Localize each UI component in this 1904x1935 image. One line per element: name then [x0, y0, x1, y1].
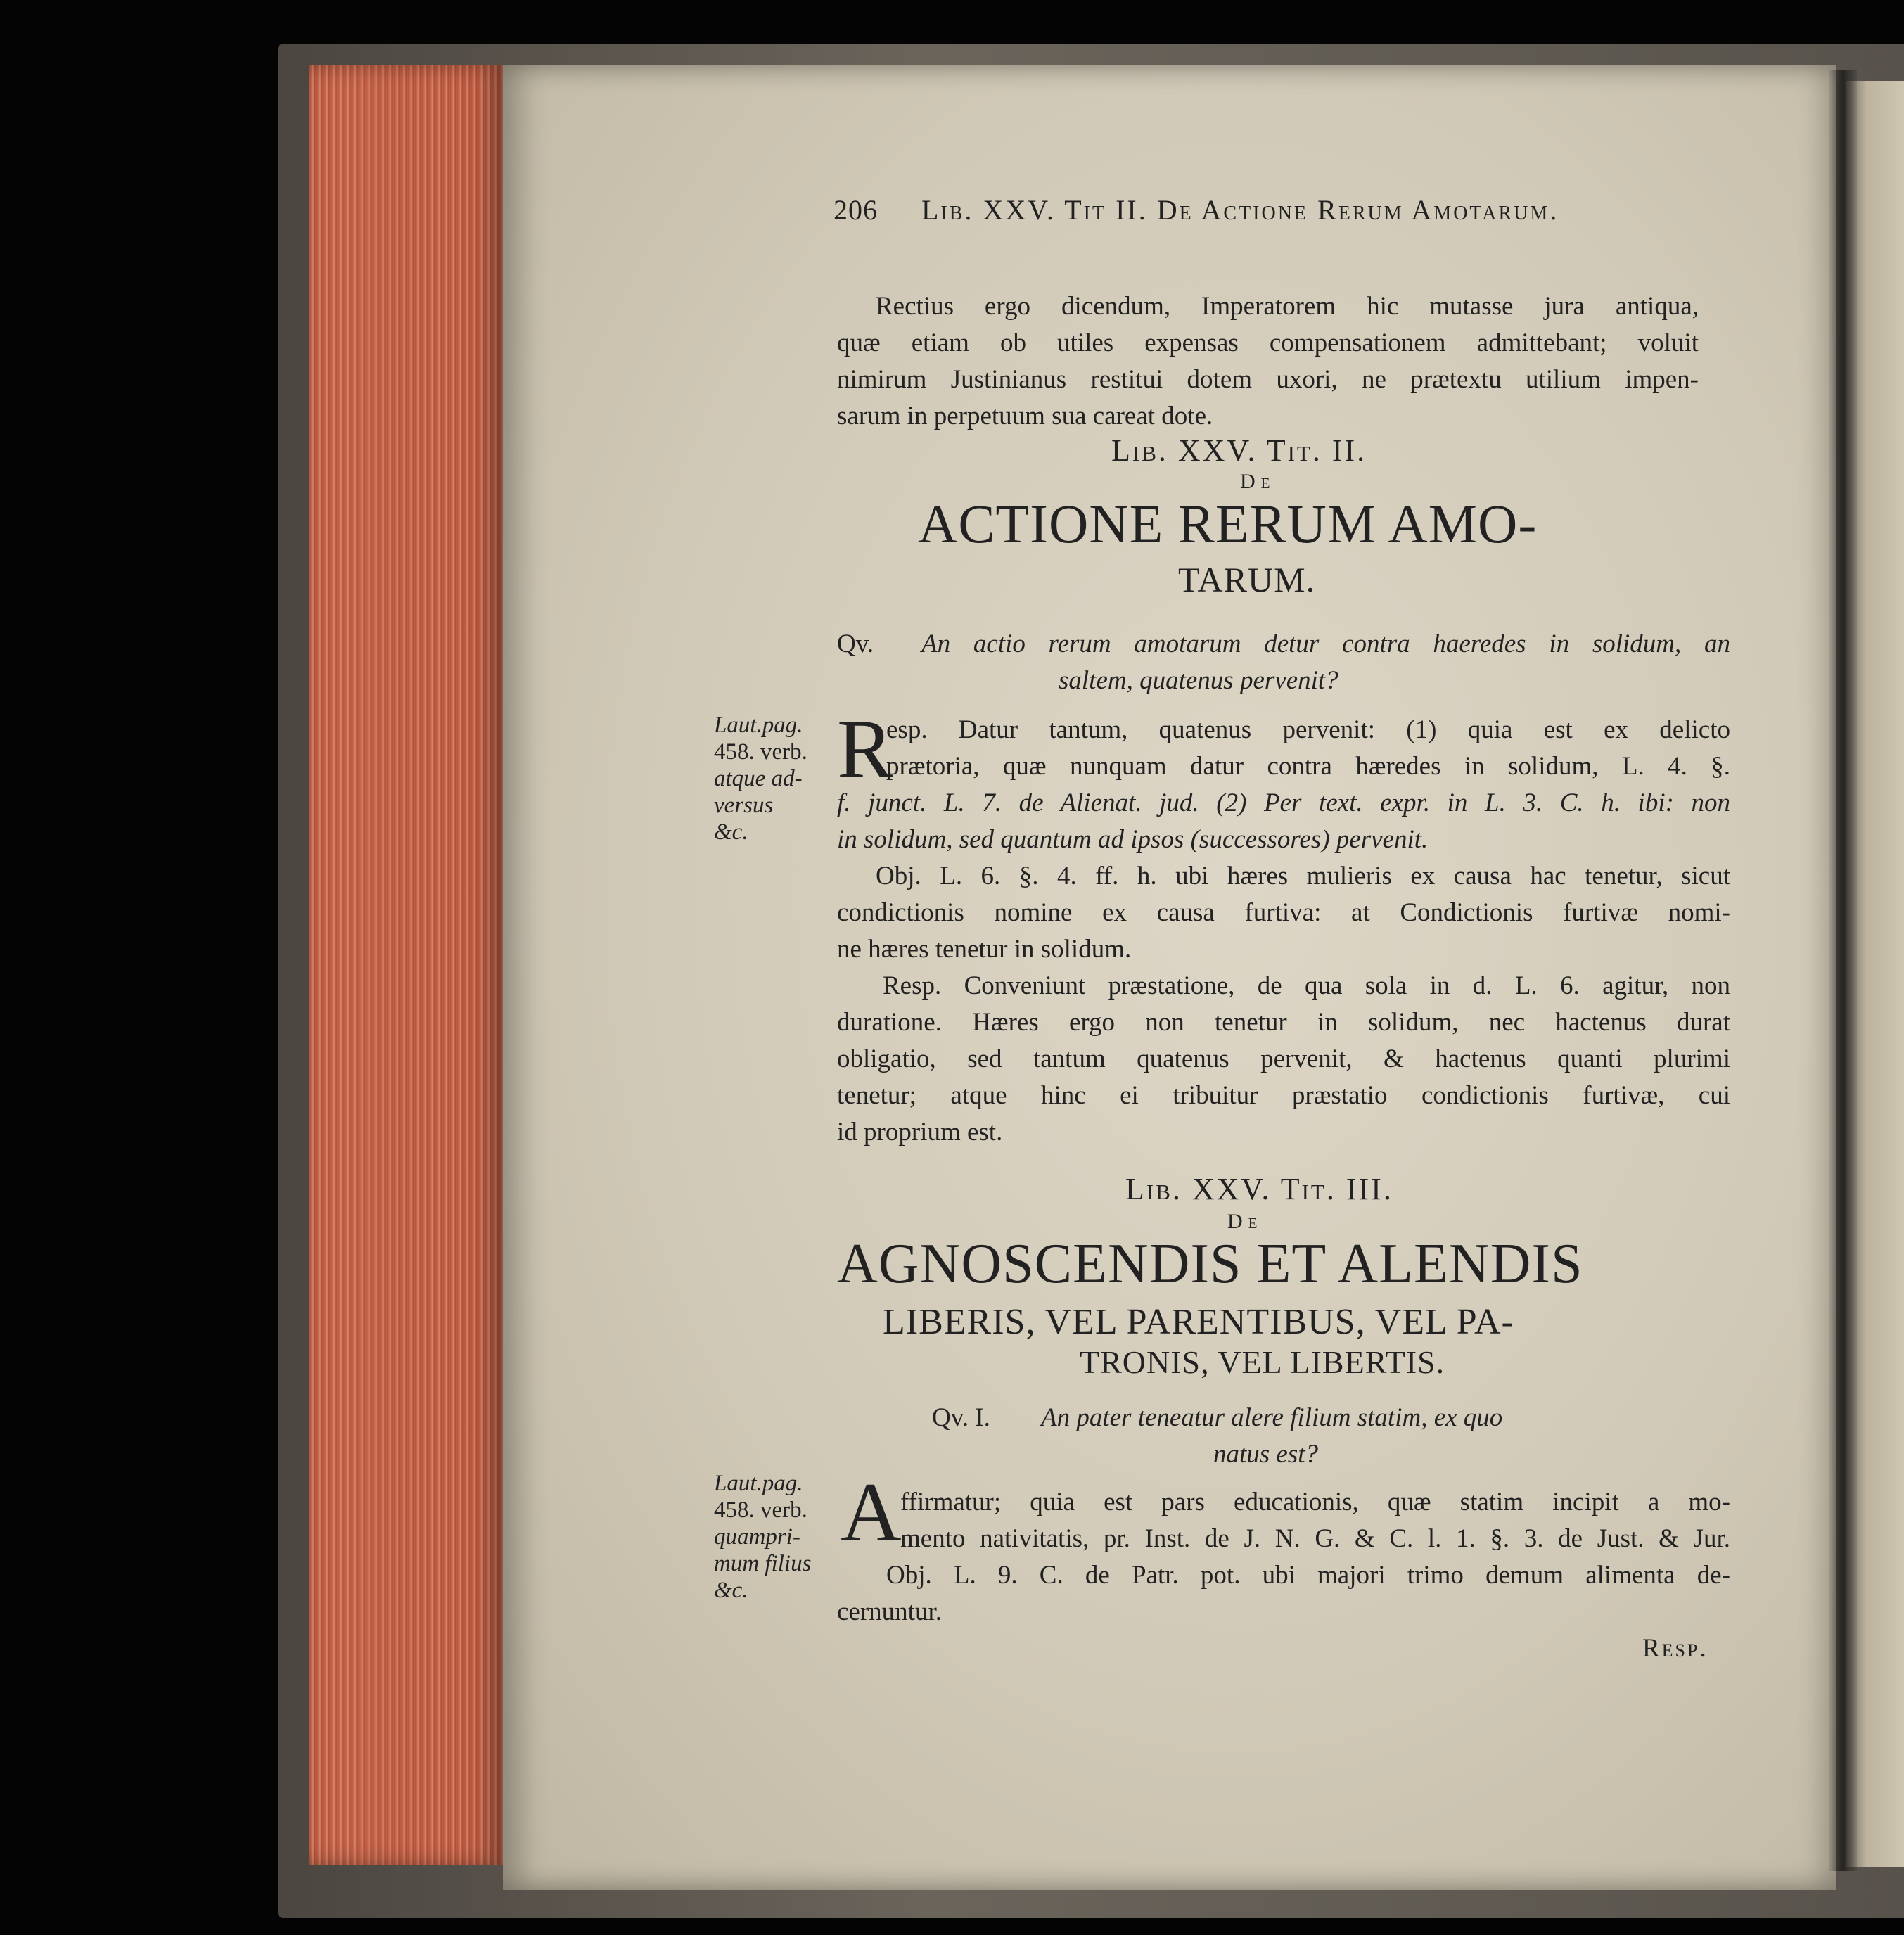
section1-heading: Lib. XXV. Tit. II. — [1111, 433, 1367, 468]
section1-resp-line2: prætoria, quæ nunquam datur contra hæredes in solidum, L. 4. §. — [886, 752, 1730, 781]
page-edges — [309, 65, 503, 1865]
section1-resp2-line4: tenetur; atque hinc ei tribuitur præstatio condictionis furtivæ, cui — [837, 1081, 1730, 1110]
section1-margin-note-5: &c. — [714, 819, 748, 845]
running-title: Lib. XXV. Tit II. De Actione Rerum Amotarum. — [921, 194, 1559, 226]
section1-obj-line3: ne hæres tenetur in solidum. — [837, 935, 1132, 964]
section2-question-line2: natus est? — [1213, 1440, 1319, 1469]
section1-obj-line2: condictionis nomine ex causa furtiva: at Condictionis furtivæ nomi- — [837, 898, 1730, 927]
intro-line-2: quæ etiam ob utiles expensas compensationem admittebant; voluit — [837, 328, 1699, 357]
intro-line-3: nimirum Justinianus restitui dotem uxori, ne prætextu utilium impen- — [837, 365, 1699, 394]
section1-margin-note-2: 458. verb. — [714, 739, 807, 765]
section1-question-line1: An actio rerum amotarum detur contra haeredes in solidum, an — [921, 630, 1730, 658]
section2-margin-note-5: &c. — [714, 1578, 748, 1603]
section2-title-line1: AGNOSCENDIS ET ALENDIS — [837, 1233, 1583, 1295]
catchword: Resp. — [1642, 1634, 1708, 1663]
section1-resp-line3: f. junct. L. 7. de Alienat. jud. (2) Per text. expr. in L. 3. C. h. ibi: non — [837, 788, 1730, 817]
section1-resp-line4: in solidum, sed quantum ad ipsos (successores) pervenit. — [837, 825, 1429, 854]
section2-resp-line1: ffirmatur; quia est pars educationis, quæ statim incipit a mo- — [900, 1488, 1730, 1516]
section1-margin-note-4: versus — [714, 793, 774, 818]
section1-resp-line1: esp. Datur tantum, quatenus pervenit: (1) quia est ex delicto — [886, 715, 1730, 744]
section2-obj-line2: cernuntur. — [837, 1597, 942, 1626]
section1-question-line2: saltem, quatenus pervenit? — [1059, 666, 1338, 695]
section1-margin-note-1: Laut.pag. — [714, 713, 803, 738]
section2-resp-line2: mento nativitatis, pr. Inst. de J. N. G. & C. l. 1. §. 3. de Just. & Jur. — [900, 1524, 1730, 1553]
section1-resp2-line5: id proprium est. — [837, 1118, 1003, 1147]
section1-title-line2: TARUM. — [1178, 560, 1316, 599]
section2-title-line2: LIBERIS, VEL PARENTIBUS, VEL PA- — [883, 1302, 1514, 1342]
section1-de: De — [1240, 470, 1276, 493]
section2-margin-note-4: mum filius — [714, 1551, 812, 1576]
section1-resp2-line2: duratione. Hæres ergo non tenetur in solidum, nec hactenus durat — [837, 1008, 1730, 1037]
section1-margin-note-3: atque ad- — [714, 766, 803, 791]
section1-resp2-line1: Resp. Conveniunt præstatione, de qua sola in d. L. 6. agitur, non — [883, 971, 1730, 1000]
section1-dropcap: R — [837, 702, 894, 796]
section1-resp2-line3: obligatio, sed tantum quatenus pervenit, & hactenus quanti plurimi — [837, 1045, 1730, 1073]
section2-de: De — [1227, 1210, 1263, 1233]
section1-question-label: Qv. — [837, 630, 874, 658]
page-number: 206 — [833, 194, 878, 226]
section2-margin-note-3: quampri- — [714, 1524, 800, 1550]
section1-obj-line1: Obj. L. 6. §. 4. ff. h. ubi hæres mulieris ex causa hac tenetur, sicut — [876, 862, 1730, 890]
section2-obj-line1: Obj. L. 9. C. de Patr. pot. ubi majori trimo demum alimenta de- — [886, 1561, 1730, 1590]
section2-question-label: Qv. I. — [932, 1403, 990, 1432]
page-gutter — [1829, 70, 1857, 1871]
section2-heading: Lib. XXV. Tit. III. — [1125, 1172, 1393, 1206]
section2-question-line1: An pater teneatur alere filium statim, ex quo — [1041, 1403, 1503, 1432]
section1-title-line1: ACTIONE RERUM AMO- — [918, 493, 1538, 554]
section2-margin-note-1: Laut.pag. — [714, 1471, 803, 1496]
section2-title-line3: TRONIS, VEL LIBERTIS. — [1080, 1344, 1445, 1380]
intro-line-4: sarum in perpetuum sua careat dote. — [837, 402, 1213, 430]
intro-line-1: Rectius ergo dicendum, Imperatorem hic mutasse jura antiqua, — [876, 292, 1699, 321]
section2-dropcap: A — [841, 1465, 902, 1559]
section2-margin-note-2: 458. verb. — [714, 1497, 807, 1523]
